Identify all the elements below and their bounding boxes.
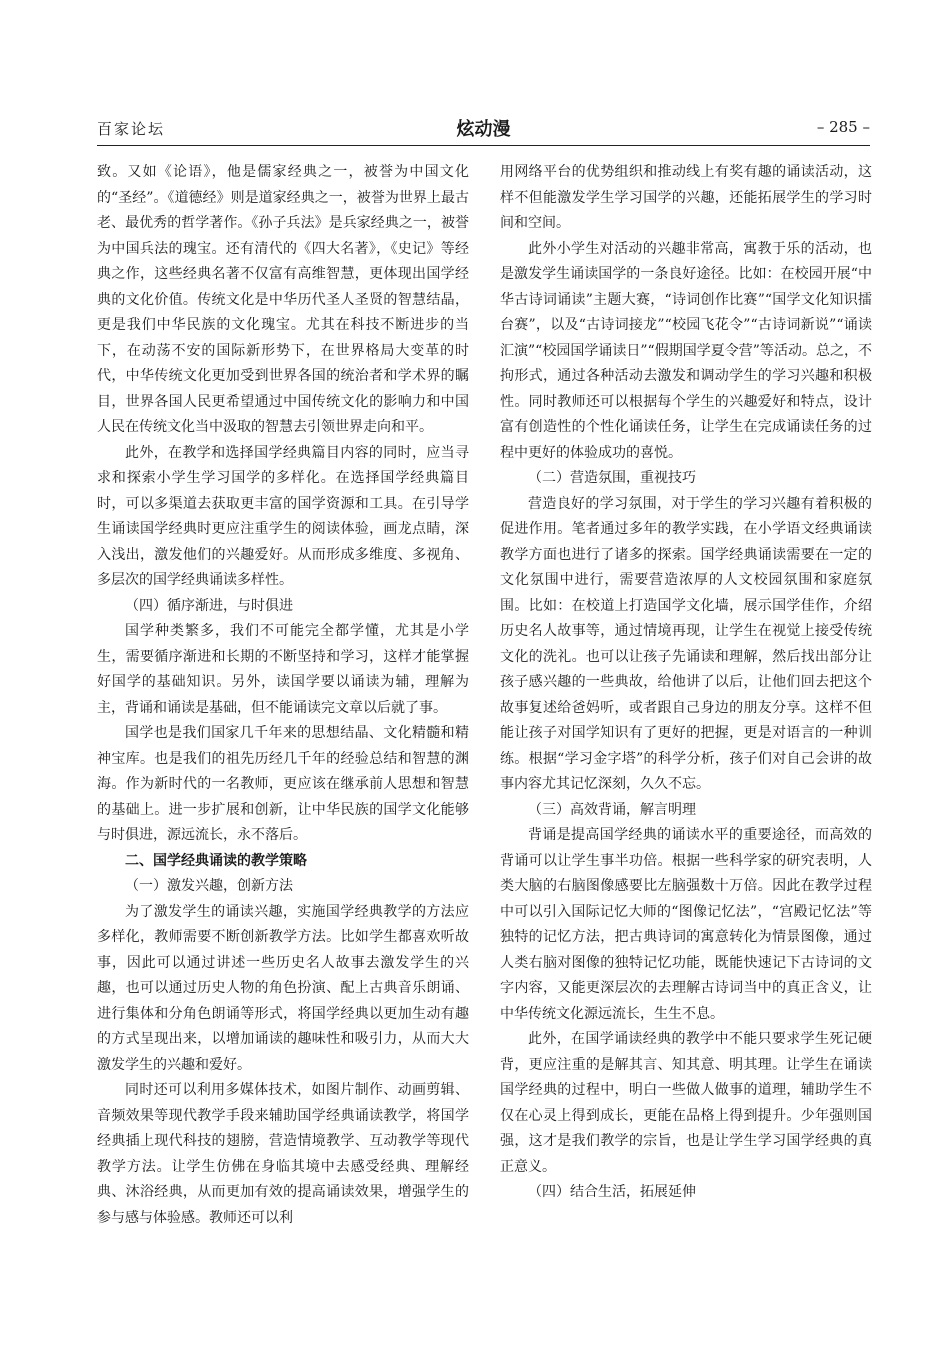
right-column — [500, 160, 872, 1206]
subsection-heading: （二）营造氛围，重视技巧 — [528, 470, 696, 486]
paragraph: 为了激发学生的诵读兴趣，实施国学经典教学的方法应多样化，教师需要不断创新教学方法。比如学生都喜欢听故事，因此可以通过讲述一些历史名人故事去激发学生的兴趣，也可以通过历史人物的角色扮演、配上古典音乐朗诵、进行集体和分角色朗诵等形式，将国学经典以更加生动有趣的方式呈现出来，以增加诵读的趣味性和吸引力，从而大大激发学生的兴趣和爱好。 — [97, 903, 469, 1073]
left-column — [97, 160, 469, 1231]
paragraph-continued: 致。又如《论语》，他是儒家经典之一，被誉为中国文化的“圣经”。《道德经》则是道家经典之一，被誉为世界上最古老、最优秀的哲学著作。《孙子兵法》是兵家经典之一，被誉为中国兵法的瑰宝。还有清代的《四大名著》，《史记》等经典之作，这些经典名著不仅富有高维智慧，更体现出国学经典的文化价值。传统文化是中华历代圣人圣贤的智慧结晶，更是我们中华民族的文化瑰宝。尤其在科技不断进步的当下，在动荡不安的国际新形势下，在世界格局大变革的时代，中华传统文化更加受到世界各国的统治者和学术界的瞩目，世界各国人民更希望通过中国传统文化的影响力和中国人民在传统文化当中汲取的智慧去引领世界走向和平。 — [97, 164, 469, 435]
header-page-number: – 285 – — [816, 118, 870, 136]
paragraph: 此外，在国学诵读经典的教学中不能只要求学生死记硬背，更应注重的是解其言、知其意、明其理。让学生在诵读国学经典的过程中，明白一些做人做事的道理，辅助学生不仅在心灵上得到成长，更能在品格上得到提升。少年强则国强，这才是我们教学的宗旨，也是让学生学习国学经典的真正意义。 — [500, 1031, 872, 1175]
subsection-heading: （一）激发兴趣，创新方法 — [125, 878, 293, 894]
page-header — [97, 118, 870, 146]
paragraph: 营造良好的学习氛围，对于学生的学习兴趣有着积极的促进作用。笔者通过多年的教学实践，在小学语文经典诵读教学方面也进行了诸多的探索。国学经典诵读需要在一定的文化氛围中进行，需要营造浓厚的人文校园氛围和家庭氛围。比如：在校道上打造国学文化墙，展示国学佳作，介绍历史名人故事等，通过情境再现，让学生在视觉上接受传统文化的洗礼。也可以让孩子先诵读和理解，然后找出部分让孩子感兴趣的一些典故，给他讲了以后，让他们回去把这个故事复述给爸妈听，或者跟自己身边的朋友分享。这样不但能让孩子对国学知识有了更好的把握，更是对语言的一种训练。根据“学习金字塔”的科学分析，孩子们对自己会讲的故事内容尤其记忆深刻，久久不忘。 — [500, 495, 872, 792]
header-rule — [97, 145, 870, 146]
paragraph-continued: 用网络平台的优势组织和推动线上有奖有趣的诵读活动，这样不但能激发学生学习国学的兴趣，还能拓展学生的学习时间和空间。 — [500, 164, 872, 231]
paragraph: 国学也是我们国家几千年来的思想结晶、文化精髓和精神宝库。也是我们的祖先历经几千年的经验总结和智慧的渊海。作为新时代的一名教师，更应该在继承前人思想和智慧的基础上。进一步扩展和创新，让中华民族的国学文化能够与时俱进，源远流长，永不落后。 — [97, 725, 469, 843]
header-section-name: 百家论坛 — [97, 120, 166, 138]
header-journal-title: 炫动漫 — [456, 119, 511, 140]
paragraph: 此外，在教学和选择国学经典篇目内容的同时，应当寻求和探索小学生学习国学的多样化。在选择国学经典篇目时，可以多渠道去获取更丰富的国学资源和工具。在引导学生诵读国学经典时更应注重学生的阅读体验，画龙点睛，深入浅出，激发他们的兴趣爱好。从而形成多维度、多视角、多层次的国学经典诵读多样性。 — [97, 444, 469, 588]
section-heading: 二、国学经典诵读的教学策略 — [125, 852, 307, 869]
paragraph: 背诵是提高国学经典的诵读水平的重要途径，而高效的背诵可以让学生事半功倍。根据一些科学家的研究表明，人类大脑的右脑图像感要比左脑强数十万倍。因此在教学过程中可以引入国际记忆大师的“图像记忆法”，“宫殿记忆法”等独特的记忆方法，把古典诗词的寓意转化为情景图像，通过人类右脑对图像的独特记忆功能，既能快速记下古诗词的文字内容，又能更深层次的去理解古诗词当中的真正含义，让中华传统文化源远流长，生生不息。 — [500, 827, 872, 1022]
subsection-heading: （三）高效背诵，解言明理 — [528, 801, 696, 818]
subsection-heading: （四）循序渐进，与时俱进 — [125, 597, 293, 614]
paragraph: 国学种类繁多，我们不可能完全都学懂，尤其是小学生，需要循序渐进和长期的不断坚持和学习，这样才能掌握好国学的基础知识。另外，读国学要以诵读为辅，理解为主，背诵和诵读是基础，但不能诵读完文章以后就了事。 — [97, 623, 469, 716]
paragraph: 同时还可以利用多媒体技术，如图片制作、动画剪辑、音频效果等现代教学手段来辅助国学经典诵读教学，将国学经典插上现代科技的翅膀，营造情境教学、互动教学等现代教学方法。让学生仿佛在身临其境中去感受经典、理解经典、沐浴经典，从而更加有效的提高诵读效果，增强学生的参与感与体验感。教师还可以利 — [97, 1082, 469, 1226]
subsection-heading: （四）结合生活，拓展延伸 — [528, 1184, 696, 1200]
paragraph: 此外小学生对活动的兴趣非常高，寓教于乐的活动，也是激发学生诵读国学的一条良好途径。比如：在校园开展“中华古诗词诵读”主题大赛，“诗词创作比赛”“国学文化知识擂台赛”，以及“古诗词接龙”“校园飞花令”“古诗词新说”“诵读汇演”“校园国学诵读日”“假期国学夏令营”等活动。总之，不拘形式，通过各种活动去激发和调动学生的学习兴趣和积极性。同时教师还可以根据每个学生的兴趣爱好和特点，设计富有创造性的个性化诵读任务，让学生在完成诵读任务的过程中更好的体验成功的喜悦。 — [500, 240, 872, 461]
